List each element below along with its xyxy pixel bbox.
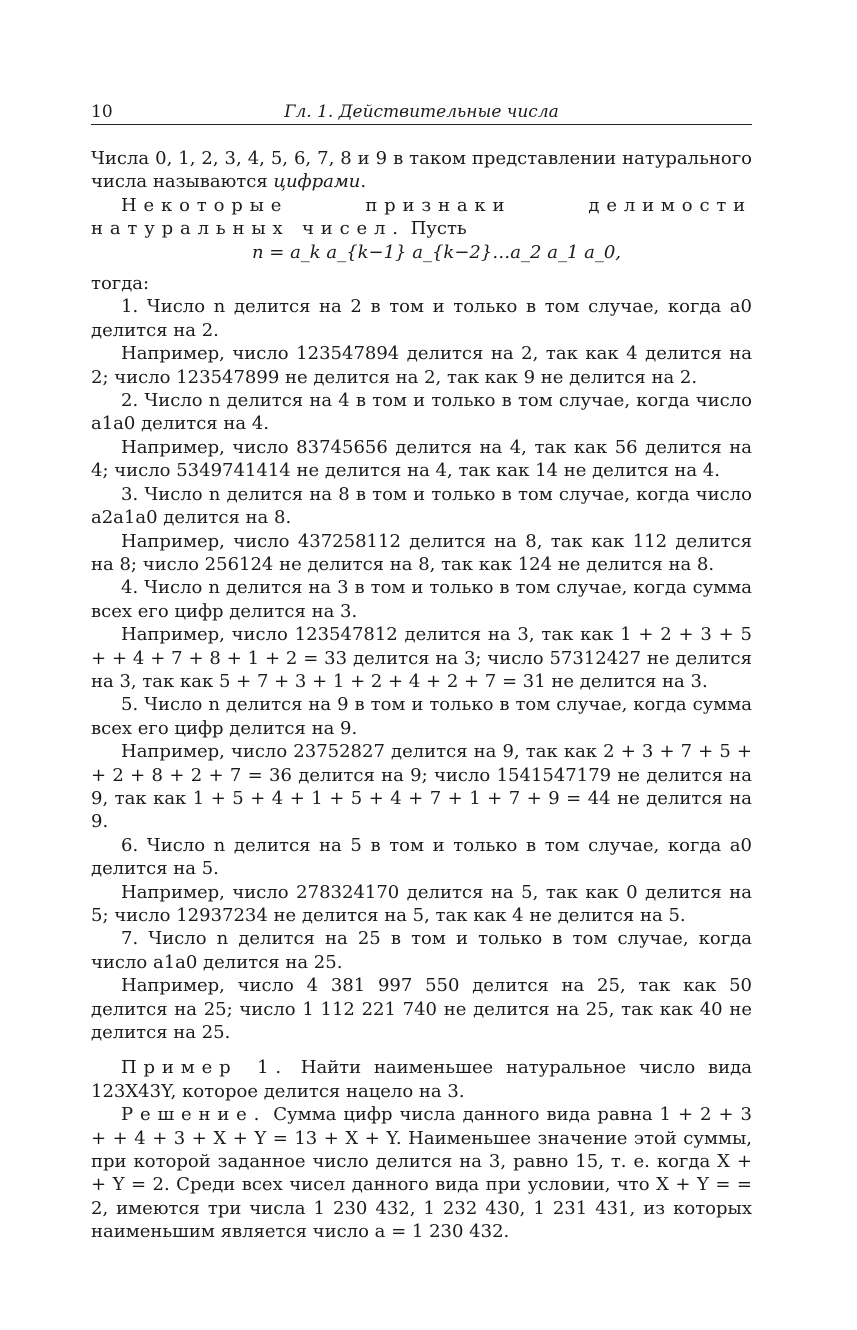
rule-4-example: Например, число 123547812 делится на 3, так как 1 + 2 + 3 + 5 + + 4 + 7 + 8 + 1 + 2 = 33 делится на 3; число 57312427 не делится на 3, так как 5 + 7 + 3 + 1 + 2 + 4 + 2 + 7 = 31 не делится на 3. bbox=[91, 624, 752, 692]
number-representation-formula: n = a_k a_{k−1} a_{k−2}…a_2 a_1 a_0, bbox=[251, 241, 622, 263]
rule-7-example: Например, число 4 381 997 550 делится на 25, так как 50 делится на 25; число 1 112 221 740 не делится на 25, так как 40 не делится на 25. bbox=[91, 975, 752, 1044]
book-page bbox=[91, 100, 752, 1244]
then-label: тогда: bbox=[91, 273, 150, 295]
term-digits: цифрами bbox=[273, 171, 361, 193]
example-label: Пример 1. bbox=[121, 1057, 288, 1079]
rule-6-example: Например, число 278324170 делится на 5, так как 0 делится на 5; число 12937234 не делится на 5, так как 4 не делится на 5. bbox=[91, 881, 752, 926]
solution bbox=[91, 1103, 752, 1243]
rule-6: 6. Число n делится на 5 в том и только в том случае, когда a0 делится на 5. bbox=[91, 834, 752, 880]
rule-4: 4. Число n делится на 3 в том и только в том случае, когда сумма всех его цифр делится на 3. bbox=[91, 577, 752, 622]
rule-2: 2. Число n делится на 4 в том и только в том случае, когда число a1a0 делится на 4. bbox=[91, 390, 752, 435]
page-body bbox=[91, 147, 752, 1244]
solution-text: Сумма цифр числа данного вида равна 1 + 2 + 3 + + 4 + 3 + X + Y = 13 + X + Y. Наименьшее значение этой суммы, при которой заданное число делится на 3, равно 15, т. е. когда X + + Y = 2. Среди всех чисел данного вида при условии, что X + Y = = 2, имеются три числа 1 230 432, 1 232 430, 1 231 431, из которых наименьшим является число a = 1 230 432. bbox=[91, 1104, 752, 1243]
chapter-title: Гл. 1. Действительные числа bbox=[284, 102, 559, 122]
example-1 bbox=[91, 1056, 752, 1103]
rule-1-example: Например, число 123547894 делится на 2, так как 4 делится на 2; число 123547899 не делится на 2, так как 9 не делится на 2. bbox=[91, 343, 752, 388]
rule-5-example: Например, число 23752827 делится на 9, так как 2 + 3 + 7 + 5 + + 2 + 8 + 2 + 7 = 36 делится на 9; число 1541547179 не делится на 9, так как 1 + 5 + 4 + 1 + 5 + 4 + 7 + 1 + 7 + 9 = 44 не делится на 9. bbox=[91, 741, 752, 833]
page-number: 10 bbox=[91, 102, 113, 122]
section-heading: Некоторые признаки делимости натуральных чисел. bbox=[91, 194, 752, 240]
rule-3-example: Например, число 437258112 делится на 8, так как 112 делится на 8; число 256124 не делится на 8, так как 124 не делится на 8. bbox=[91, 530, 752, 575]
intro-paragraph: Числа 0, 1, 2, 3, 4, 5, 6, 7, 8 и 9 в таком представлении натурального числа называются цифрами. bbox=[91, 148, 752, 193]
rule-2-example: Например, число 83745656 делится на 4, так как 56 делится на 4; число 5349741414 не делится на 4, так как 14 не делится на 4. bbox=[91, 436, 752, 482]
rule-1: 1. Число n делится на 2 в том и только в том случае, когда a0 делится на 2. bbox=[91, 296, 752, 341]
rules-list bbox=[91, 295, 752, 1044]
solution-label: Решение. bbox=[121, 1104, 267, 1126]
rule-5: 5. Число n делится на 9 в том и только в том случае, когда сумма всех его цифр делится на 9. bbox=[91, 694, 752, 739]
example-text: Найти наименьшее натуральное число вида 123X43Y, которое делится нацело на 3. bbox=[91, 1057, 752, 1102]
rule-3: 3. Число n делится на 8 в том и только в том случае, когда число a2a1a0 делится на 8. bbox=[91, 483, 752, 529]
rule-7: 7. Число n делится на 25 в том и только в том случае, когда число a1a0 делится на 25. bbox=[91, 928, 752, 973]
running-header bbox=[91, 100, 752, 125]
divisibility-intro: Некоторые признаки делимости натуральных чисел. Пусть bbox=[91, 194, 752, 240]
